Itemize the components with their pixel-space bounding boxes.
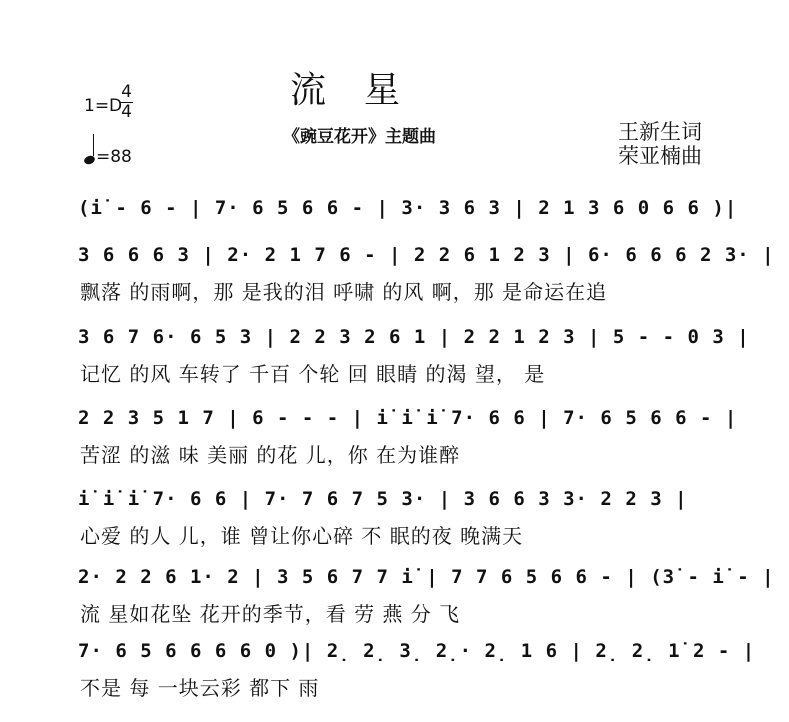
score-line-2-lyrics: 飘落 的雨啊，那 是我的泪 呼啸 的风 啊，那 是命运在追 <box>80 280 608 304</box>
score-line-7-notes: 7· 6 5 6 6 6 6 0 )| 2̣ 2̣ 3̣ 2̣· 2̣ 1 6 | 2̣ 2̣ 1̇ 2 - | <box>78 640 756 662</box>
score-line-3-lyrics: 记忆 的风 车转了 千百 个轮 回 眼睛 的渴 望， 是 <box>80 362 546 386</box>
key-signature: 1=D <box>84 96 123 116</box>
score-line-6-lyrics: 流 星如花坠 花开的季节，看 劳 燕 分 飞 <box>80 602 461 626</box>
score-line-4-notes: 2 2 3 5 1 7 | 6 - - - | i̇ i̇ i̇ 7· 6 6 | 7· 6 5 6 6 - | <box>78 407 738 429</box>
score-line-1-notes: (i̇ - 6 - | 7· 6 5 6 6 - | 3· 3 6 3 | 2 1 3 6 0 6 6 )| <box>78 197 738 219</box>
score-line-3-notes: 3 6 7 6· 6 5 3 | 2 2 3 2 6 1 | 2 2 1 2 3 | 5 - - 0 3 | <box>78 326 750 348</box>
time-signature-top: 4 <box>121 82 132 102</box>
time-signature-bottom: 4 <box>121 102 132 122</box>
song-subtitle: 《豌豆花开》主题曲 <box>283 127 436 147</box>
composer-credit: 荣亚楠曲 <box>618 144 702 168</box>
tempo-marking <box>84 140 132 167</box>
score-line-6-notes: 2· 2 2 6 1· 2 | 3 5 6 7 7 i̇ | 7 7 6 5 6 6 - | (3̇ - i̇ - | <box>78 566 775 588</box>
song-title: 流星 <box>290 70 439 111</box>
score-line-5-notes: i̇ i̇ i̇ 7· 6 6 | 7· 7 6 7 5 3· | 3 6 6 3 3· 2 2 3 | <box>78 488 688 510</box>
quarter-note-icon <box>83 154 96 165</box>
time-signature <box>120 84 133 121</box>
note-stem <box>93 134 94 156</box>
tempo-value: =88 <box>96 147 132 167</box>
score-line-2-notes: 3 6 6 6 3 | 2· 2 1 7 6 - | 2 2 6 1 2 3 | 6· 6 6 6 2 3· | <box>78 244 775 266</box>
score-line-7-lyrics: 不是 每 一块云彩 都下 雨 <box>80 676 320 700</box>
score-line-4-lyrics: 苦涩 的滋 味 美丽 的花 儿，你 在为谁醉 <box>80 443 461 467</box>
score-line-5-lyrics: 心爱 的人 儿，谁 曾让你心碎 不 眠的夜 晚满天 <box>80 524 524 548</box>
lyricist-credit: 王新生词 <box>618 120 702 144</box>
